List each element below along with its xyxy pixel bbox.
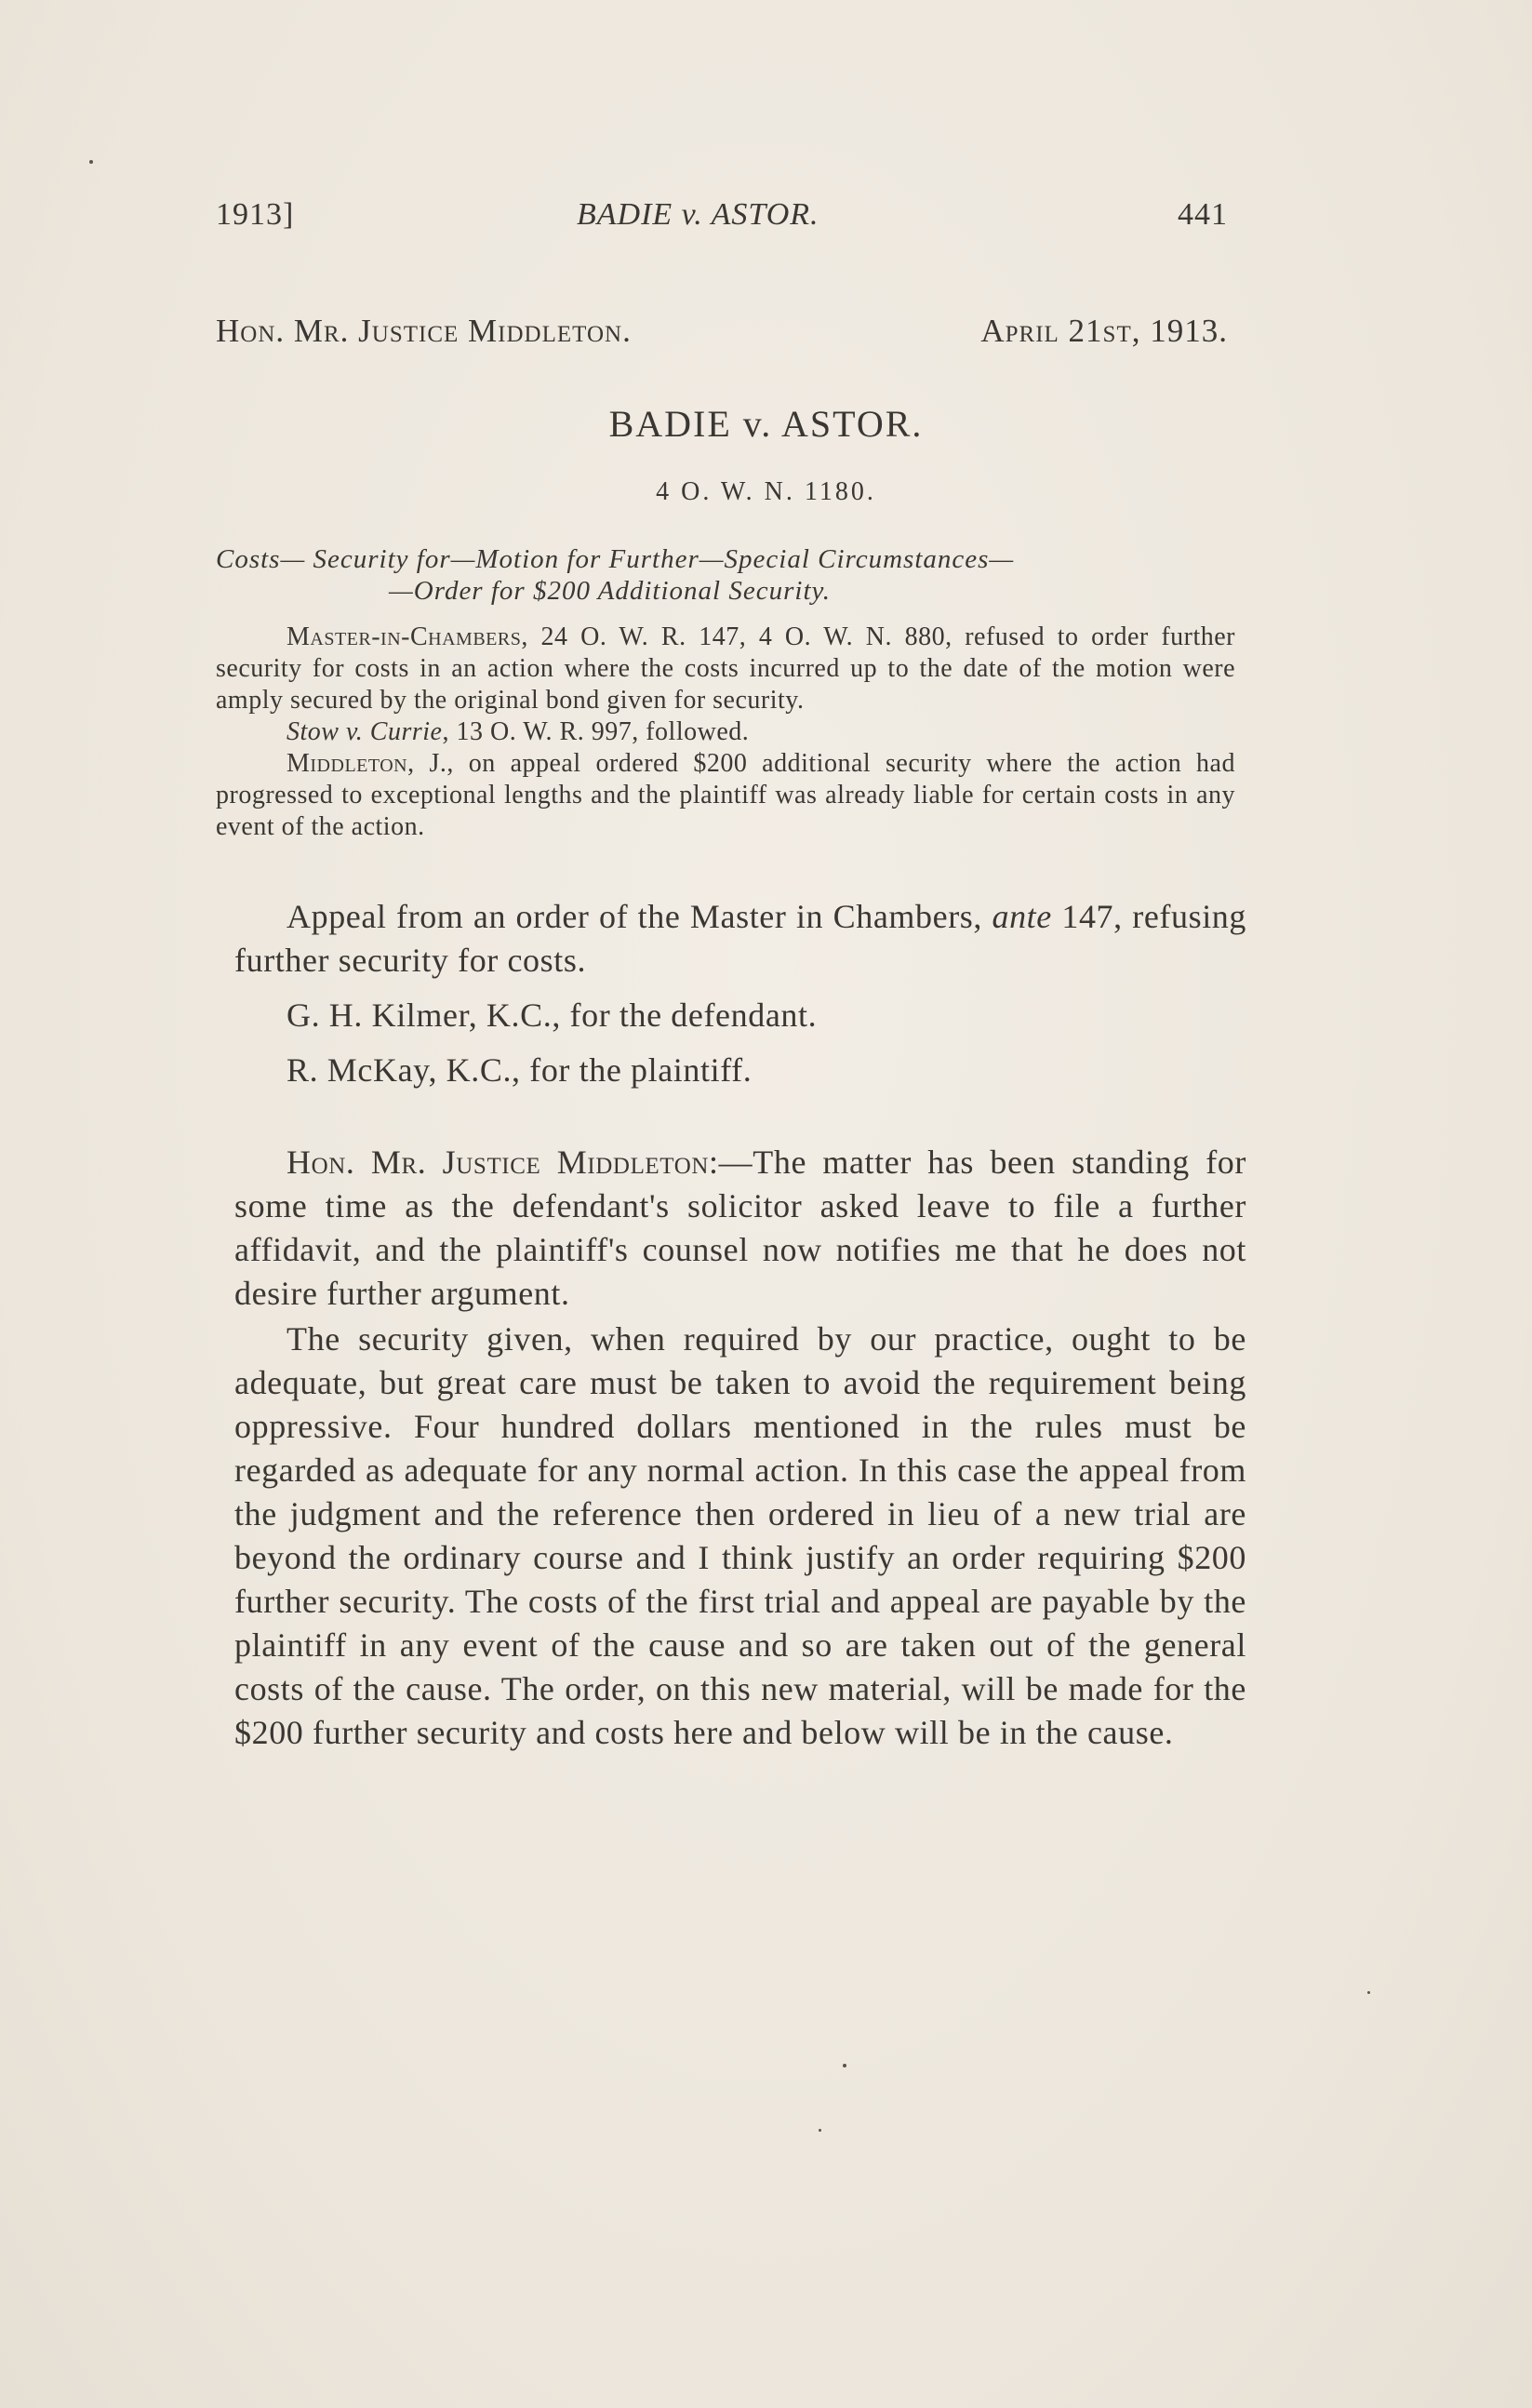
counsel-plaintiff: R. McKay, K.C., for the plaintiff. — [286, 1051, 753, 1089]
headnote-text-2: , 13 O. W. R. 997, followed. — [442, 717, 750, 746]
case-title: BADIE v. ASTOR. — [608, 403, 924, 445]
appeal-paragraph — [234, 895, 1246, 983]
opinion-paragraph-2: The security given, when required by our practice, ought to be adequate, but great care must be taken to avoid the requirement being oppressive. Four hundred dollars mentioned in the rules must be regarded as adequate for any normal action. In this case the appeal from the judgment and the reference then ordered in lieu of a new trial are beyond the ordinary course and I think justify an order requiring $200 further security. The costs of the first trial and appeal are payable by the plaintiff in any event of the cause and so are taken out of the general costs of the cause. The order, on this new material, will be made for the $200 further security and costs here and below will be in the cause. — [234, 1320, 1246, 1751]
appeal-text-2: 147, refusing further security for costs. — [234, 898, 1246, 979]
cited-case: Stow v. Currie — [286, 717, 443, 746]
paper-speck — [819, 2129, 821, 2132]
decision-date: April 21st, 1913. — [980, 313, 1228, 349]
paper-speck — [1367, 1991, 1370, 1994]
judge-date-line — [216, 313, 1228, 359]
opinion-text-1: :—The matter has been standing for some time as the defendant's solicitor asked leave to file a further affidavit, and the plaintiff's counsel now notifies me that he does not desire further argument. — [234, 1144, 1246, 1312]
catchwords-line-2: —Order for $200 Additional Security. — [389, 576, 832, 606]
headnote-paragraph-1 — [216, 622, 1235, 716]
paper-speck — [89, 160, 93, 164]
body-text — [234, 895, 1246, 1755]
counsel-defendant: G. H. Kilmer, K.C., for the defendant. — [286, 997, 818, 1034]
headnote-text-1: , 24 O. W. R. 147, 4 O. W. N. 880, refused to order further security for costs in an action where the costs incurred up to the date of the motion were amply secured by the original bond given for security. — [216, 622, 1235, 715]
case-citation: 4 O. W. N. 1180. — [656, 477, 876, 506]
headnote-court: Master-in-Chambers — [286, 622, 522, 651]
catchwords — [216, 543, 1239, 607]
headnote — [216, 622, 1235, 843]
running-head — [216, 197, 1228, 244]
headnote-paragraph-3 — [216, 748, 1235, 843]
opinion-judge: Hon. Mr. Justice Middleton — [286, 1144, 710, 1181]
paper-speck — [843, 2064, 846, 2067]
headnote-judge: Middleton — [286, 749, 408, 778]
headnote-paragraph-2 — [216, 716, 1235, 748]
catchwords-line-1: Costs— Security for—Motion for Further—Special Circumstances— — [216, 544, 1015, 574]
running-head-year: 1913] — [216, 197, 295, 232]
appeal-text-1: Appeal from an order of the Master in Chambers, — [286, 898, 992, 935]
appeal-ante: ante — [992, 898, 1052, 935]
opinion-paragraph-1 — [234, 1141, 1246, 1316]
page-number: 441 — [1178, 197, 1228, 232]
judge-name: Hon. Mr. Justice Middleton. — [216, 313, 632, 349]
running-head-title: BADIE v. ASTOR. — [577, 197, 819, 232]
headnote-text-3: , J., on appeal ordered $200 additional security where the action had progressed to exceptional lengths and the plaintiff was already liable for certain costs in any event of the action. — [216, 749, 1235, 841]
